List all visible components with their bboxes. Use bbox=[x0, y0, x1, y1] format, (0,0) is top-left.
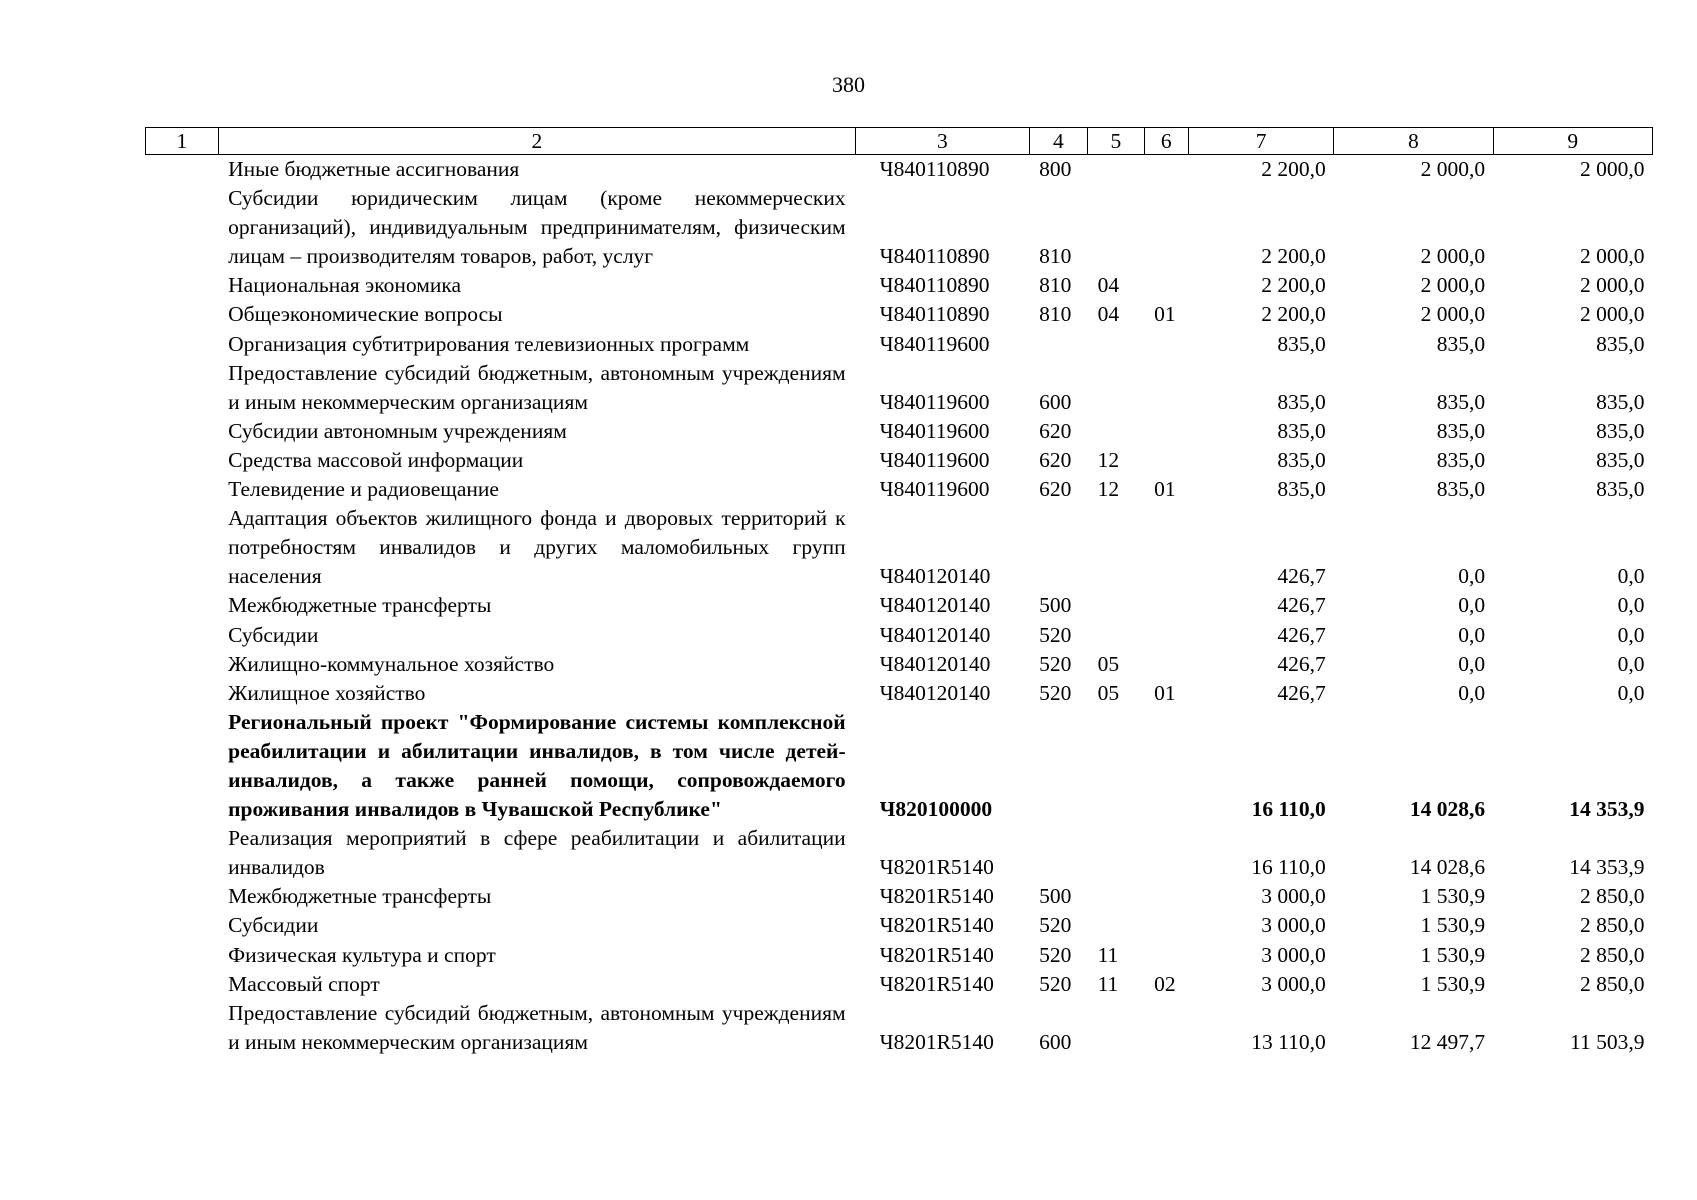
row-value-7: 835,0 bbox=[1277, 447, 1326, 472]
row-code: Ч8201R5140 bbox=[879, 971, 994, 996]
row-code: Ч840120140 bbox=[879, 564, 991, 589]
row-c5 bbox=[1088, 504, 1144, 591]
row-c6 bbox=[1144, 184, 1188, 271]
row-value-7: 835,0 bbox=[1277, 418, 1326, 443]
row-c5: 04 bbox=[1097, 273, 1120, 298]
table-row bbox=[146, 359, 1653, 417]
row-value-7: 835,0 bbox=[1277, 389, 1326, 414]
row-c6 bbox=[1144, 330, 1188, 359]
row-value-7: 16 110,0 bbox=[1251, 797, 1326, 822]
row-empty-cell bbox=[146, 591, 219, 620]
row-c6 bbox=[1144, 621, 1188, 650]
table-row bbox=[146, 591, 1653, 620]
column-header-9: 9 bbox=[1493, 128, 1652, 155]
row-value-9: 2 850,0 bbox=[1580, 942, 1645, 967]
row-c6 bbox=[1144, 591, 1188, 620]
row-value-9: 835,0 bbox=[1596, 447, 1645, 472]
row-value-8: 835,0 bbox=[1436, 331, 1486, 356]
row-empty-cell bbox=[146, 679, 219, 708]
row-name: Массовый спорт bbox=[228, 971, 380, 996]
row-name: Адаптация объектов жилищного фонда и дворовых территорий к потребностям инвалидов и других маломобильных групп населения bbox=[228, 506, 846, 589]
row-c4: 810 bbox=[1039, 302, 1072, 327]
table-row bbox=[146, 475, 1653, 504]
row-name: Межбюджетные трансферты bbox=[228, 884, 492, 909]
row-c6: 02 bbox=[1154, 971, 1176, 996]
row-value-8: 1 530,9 bbox=[1420, 971, 1486, 996]
row-code: Ч8201R5140 bbox=[879, 855, 994, 880]
row-value-9: 835,0 bbox=[1596, 389, 1645, 414]
row-code: Ч8201R5140 bbox=[879, 942, 994, 967]
row-empty-cell bbox=[146, 941, 219, 970]
row-value-8: 0,0 bbox=[1458, 593, 1486, 618]
row-value-9: 2 000,0 bbox=[1580, 302, 1645, 327]
row-name: Национальная экономика bbox=[228, 273, 461, 298]
row-empty-cell bbox=[146, 708, 219, 824]
row-value-9: 2 850,0 bbox=[1580, 971, 1645, 996]
row-c5 bbox=[1088, 591, 1144, 620]
row-c5 bbox=[1088, 155, 1144, 185]
row-c4: 620 bbox=[1039, 418, 1072, 443]
row-c6 bbox=[1144, 359, 1188, 417]
row-c4 bbox=[1029, 824, 1088, 882]
column-header-3: 3 bbox=[856, 128, 1029, 155]
row-name: Организация субтитрирования телевизионных программ bbox=[228, 331, 750, 356]
row-code: Ч840110890 bbox=[879, 273, 990, 298]
column-header-2: 2 bbox=[218, 128, 855, 155]
row-value-7: 426,7 bbox=[1277, 651, 1326, 676]
row-empty-cell bbox=[146, 882, 219, 911]
row-c4: 620 bbox=[1039, 477, 1072, 502]
table-row bbox=[146, 941, 1653, 970]
row-c6 bbox=[1144, 155, 1188, 185]
row-c6 bbox=[1144, 941, 1188, 970]
row-c6 bbox=[1144, 504, 1188, 591]
row-code: Ч840120140 bbox=[879, 593, 991, 618]
row-value-7: 2 200,0 bbox=[1261, 157, 1326, 181]
row-name: Иные бюджетные ассигнования bbox=[228, 157, 520, 181]
row-empty-cell bbox=[146, 911, 219, 940]
row-value-7: 13 110,0 bbox=[1251, 1029, 1326, 1054]
page-number: 380 bbox=[832, 72, 865, 97]
row-empty-cell bbox=[146, 417, 219, 446]
row-value-9: 14 353,9 bbox=[1569, 797, 1645, 822]
row-c4: 500 bbox=[1039, 884, 1072, 909]
table-body bbox=[146, 155, 1653, 1057]
row-c6: 01 bbox=[1154, 477, 1176, 502]
row-empty-cell bbox=[146, 359, 219, 417]
row-value-9: 2 000,0 bbox=[1580, 157, 1645, 181]
row-empty-cell bbox=[146, 824, 219, 882]
row-value-7: 426,7 bbox=[1277, 564, 1326, 589]
row-value-7: 2 200,0 bbox=[1261, 273, 1326, 298]
row-c5 bbox=[1088, 824, 1144, 882]
row-c6 bbox=[1144, 446, 1188, 475]
row-value-9: 11 503,9 bbox=[1570, 1029, 1645, 1054]
row-code: Ч8201R5140 bbox=[879, 884, 994, 909]
table-row bbox=[146, 504, 1653, 591]
row-c4: 520 bbox=[1039, 622, 1072, 647]
row-c6 bbox=[1144, 417, 1188, 446]
row-c4: 520 bbox=[1039, 651, 1072, 676]
row-value-9: 835,0 bbox=[1596, 477, 1645, 502]
row-code: Ч840119600 bbox=[879, 477, 990, 502]
row-value-7: 3 000,0 bbox=[1261, 971, 1326, 996]
row-code: Ч840119600 bbox=[879, 389, 990, 414]
row-value-7: 3 000,0 bbox=[1261, 884, 1326, 909]
table-row bbox=[146, 155, 1653, 185]
row-value-9: 835,0 bbox=[1596, 331, 1645, 356]
row-name: Физическая культура и спорт bbox=[228, 942, 496, 967]
row-value-8: 0,0 bbox=[1458, 622, 1486, 647]
row-value-9: 0,0 bbox=[1617, 564, 1645, 589]
row-value-7: 3 000,0 bbox=[1261, 913, 1326, 938]
row-c6 bbox=[1144, 824, 1188, 882]
row-value-8: 12 497,7 bbox=[1409, 1029, 1486, 1054]
row-empty-cell bbox=[146, 999, 219, 1057]
row-c5 bbox=[1088, 417, 1144, 446]
row-value-9: 2 000,0 bbox=[1580, 244, 1645, 269]
row-code: Ч840110890 bbox=[879, 157, 990, 181]
row-name: Жилищное хозяйство bbox=[228, 680, 426, 705]
table-row bbox=[146, 882, 1653, 911]
row-value-8: 2 000,0 bbox=[1420, 273, 1486, 298]
row-c5 bbox=[1088, 621, 1144, 650]
row-value-7: 426,7 bbox=[1277, 593, 1326, 618]
row-name: Субсидии bbox=[228, 622, 319, 647]
row-value-9: 0,0 bbox=[1617, 622, 1645, 647]
row-c5 bbox=[1088, 911, 1144, 940]
row-value-9: 2 850,0 bbox=[1580, 913, 1645, 938]
row-value-8: 2 000,0 bbox=[1420, 302, 1486, 327]
row-value-7: 3 000,0 bbox=[1261, 942, 1326, 967]
row-value-8: 835,0 bbox=[1436, 447, 1486, 472]
row-code: Ч840119600 bbox=[879, 447, 990, 472]
row-value-8: 835,0 bbox=[1436, 477, 1486, 502]
row-c5 bbox=[1088, 999, 1144, 1057]
row-c6 bbox=[1144, 882, 1188, 911]
row-value-8: 1 530,9 bbox=[1420, 942, 1486, 967]
row-name: Реализация мероприятий в сфере реабилитации и абилитации инвалидов bbox=[228, 826, 846, 880]
row-value-7: 835,0 bbox=[1277, 331, 1326, 356]
row-c4 bbox=[1029, 708, 1088, 824]
row-empty-cell bbox=[146, 300, 219, 329]
row-c5: 11 bbox=[1097, 942, 1119, 967]
row-c6 bbox=[1144, 911, 1188, 940]
table-row bbox=[146, 271, 1653, 300]
row-c4 bbox=[1029, 504, 1088, 591]
row-value-9: 0,0 bbox=[1617, 651, 1645, 676]
row-value-7: 835,0 bbox=[1277, 477, 1326, 502]
column-header-1: 1 bbox=[146, 128, 219, 155]
row-c5: 05 bbox=[1097, 651, 1120, 676]
row-c4: 600 bbox=[1039, 1029, 1072, 1054]
row-c5 bbox=[1088, 184, 1144, 271]
row-value-8: 835,0 bbox=[1436, 418, 1486, 443]
row-name: Средства массовой информации bbox=[228, 447, 524, 472]
table-row bbox=[146, 679, 1653, 708]
row-code: Ч840110890 bbox=[879, 244, 990, 269]
row-value-9: 0,0 bbox=[1617, 593, 1645, 618]
row-value-8: 2 000,0 bbox=[1420, 157, 1486, 181]
row-c6: 01 bbox=[1154, 680, 1176, 705]
row-empty-cell bbox=[146, 330, 219, 359]
row-empty-cell bbox=[146, 155, 219, 185]
row-empty-cell bbox=[146, 475, 219, 504]
row-name: Предоставление субсидий бюджетным, автономным учреждениям и иным некоммерческим организациям bbox=[228, 1000, 846, 1054]
budget-table bbox=[145, 127, 1653, 1057]
table-row bbox=[146, 650, 1653, 679]
row-empty-cell bbox=[146, 184, 219, 271]
column-header-6: 6 bbox=[1144, 128, 1188, 155]
column-header-4: 4 bbox=[1029, 128, 1088, 155]
row-value-7: 16 110,0 bbox=[1251, 855, 1326, 880]
row-code: Ч820100000 bbox=[879, 797, 993, 822]
table-row bbox=[146, 824, 1653, 882]
row-code: Ч840120140 bbox=[879, 622, 991, 647]
table-row bbox=[146, 330, 1653, 359]
row-code: Ч840110890 bbox=[879, 302, 990, 327]
row-value-7: 2 200,0 bbox=[1261, 244, 1326, 269]
row-value-9: 835,0 bbox=[1596, 418, 1645, 443]
row-c5: 04 bbox=[1097, 302, 1120, 327]
row-c4: 810 bbox=[1039, 244, 1072, 269]
row-code: Ч840120140 bbox=[879, 680, 991, 705]
row-value-8: 0,0 bbox=[1458, 680, 1486, 705]
row-code: Ч8201R5140 bbox=[879, 913, 994, 938]
row-c5: 05 bbox=[1097, 680, 1120, 705]
row-c5: 11 bbox=[1097, 971, 1119, 996]
row-value-8: 2 000,0 bbox=[1420, 244, 1486, 269]
row-c5 bbox=[1088, 330, 1144, 359]
row-c4: 520 bbox=[1039, 942, 1072, 967]
row-code: Ч840119600 bbox=[879, 418, 990, 443]
row-code: Ч8201R5140 bbox=[879, 1029, 994, 1054]
row-c4: 800 bbox=[1039, 157, 1072, 181]
row-c4: 600 bbox=[1039, 389, 1072, 414]
row-empty-cell bbox=[146, 621, 219, 650]
row-c6 bbox=[1144, 650, 1188, 679]
column-header-7: 7 bbox=[1188, 128, 1333, 155]
row-c6 bbox=[1144, 708, 1188, 824]
table-row bbox=[146, 621, 1653, 650]
row-c4: 520 bbox=[1039, 971, 1072, 996]
table-header bbox=[146, 128, 1653, 155]
row-empty-cell bbox=[146, 650, 219, 679]
header-row bbox=[146, 128, 1653, 155]
row-empty-cell bbox=[146, 970, 219, 999]
row-c4: 810 bbox=[1039, 273, 1072, 298]
row-value-7: 426,7 bbox=[1277, 622, 1326, 647]
row-c6 bbox=[1144, 271, 1188, 300]
row-value-9: 2 000,0 bbox=[1580, 273, 1645, 298]
row-c4: 620 bbox=[1039, 447, 1072, 472]
row-empty-cell bbox=[146, 446, 219, 475]
row-name: Межбюджетные трансферты bbox=[228, 593, 492, 618]
row-c6 bbox=[1144, 999, 1188, 1057]
row-name: Субсидии юридическим лицам (кроме некоммерческих организаций), индивидуальным предпринимателям, физическим лицам – производителям товаров, работ, услуг bbox=[228, 186, 846, 269]
row-value-9: 2 850,0 bbox=[1580, 884, 1645, 909]
row-c4: 500 bbox=[1039, 593, 1072, 618]
row-c6: 01 bbox=[1154, 302, 1176, 327]
row-value-7: 2 200,0 bbox=[1261, 302, 1326, 327]
row-c5: 12 bbox=[1097, 477, 1120, 502]
row-name: Телевидение и радиовещание bbox=[228, 477, 499, 502]
row-value-8: 14 028,6 bbox=[1409, 797, 1486, 822]
row-c5 bbox=[1088, 882, 1144, 911]
row-name: Общеэкономические вопросы bbox=[228, 302, 503, 327]
row-c5: 12 bbox=[1097, 447, 1120, 472]
row-c4: 520 bbox=[1039, 913, 1072, 938]
row-empty-cell bbox=[146, 271, 219, 300]
column-header-8: 8 bbox=[1334, 128, 1493, 155]
row-value-8: 0,0 bbox=[1458, 564, 1486, 589]
row-value-7: 426,7 bbox=[1277, 680, 1326, 705]
row-value-9: 14 353,9 bbox=[1569, 855, 1645, 880]
row-value-8: 0,0 bbox=[1458, 651, 1486, 676]
row-value-9: 0,0 bbox=[1617, 680, 1645, 705]
row-name: Субсидии автономным учреждениям bbox=[228, 418, 567, 443]
row-name: Региональный проект "Формирование системы комплексной реабилитации и абилитации инвалидов, в том числе детей-инвалидов, а также ранней помощи, сопровождаемого проживания инвалидов в Чувашской Республике" bbox=[228, 709, 846, 822]
row-c5 bbox=[1088, 708, 1144, 824]
row-value-8: 835,0 bbox=[1436, 389, 1486, 414]
table-row bbox=[146, 911, 1653, 940]
row-code: Ч840119600 bbox=[879, 331, 990, 356]
row-name: Жилищно-коммунальное хозяйство bbox=[228, 651, 555, 676]
row-c4 bbox=[1029, 330, 1088, 359]
row-name: Предоставление субсидий бюджетным, автономным учреждениям и иным некоммерческим организациям bbox=[228, 360, 846, 414]
table-row bbox=[146, 970, 1653, 999]
row-name: Субсидии bbox=[228, 913, 319, 938]
column-header-5: 5 bbox=[1088, 128, 1144, 155]
row-c4: 520 bbox=[1039, 680, 1072, 705]
table-row bbox=[146, 708, 1653, 824]
table-row bbox=[146, 417, 1653, 446]
row-c5 bbox=[1088, 359, 1144, 417]
table-row bbox=[146, 300, 1653, 329]
row-value-8: 1 530,9 bbox=[1420, 884, 1486, 909]
table-row bbox=[146, 184, 1653, 271]
row-value-8: 14 028,6 bbox=[1409, 855, 1486, 880]
row-code: Ч840120140 bbox=[879, 651, 991, 676]
row-value-8: 1 530,9 bbox=[1420, 913, 1486, 938]
row-empty-cell bbox=[146, 504, 219, 591]
table-row bbox=[146, 446, 1653, 475]
table-row bbox=[146, 999, 1653, 1057]
